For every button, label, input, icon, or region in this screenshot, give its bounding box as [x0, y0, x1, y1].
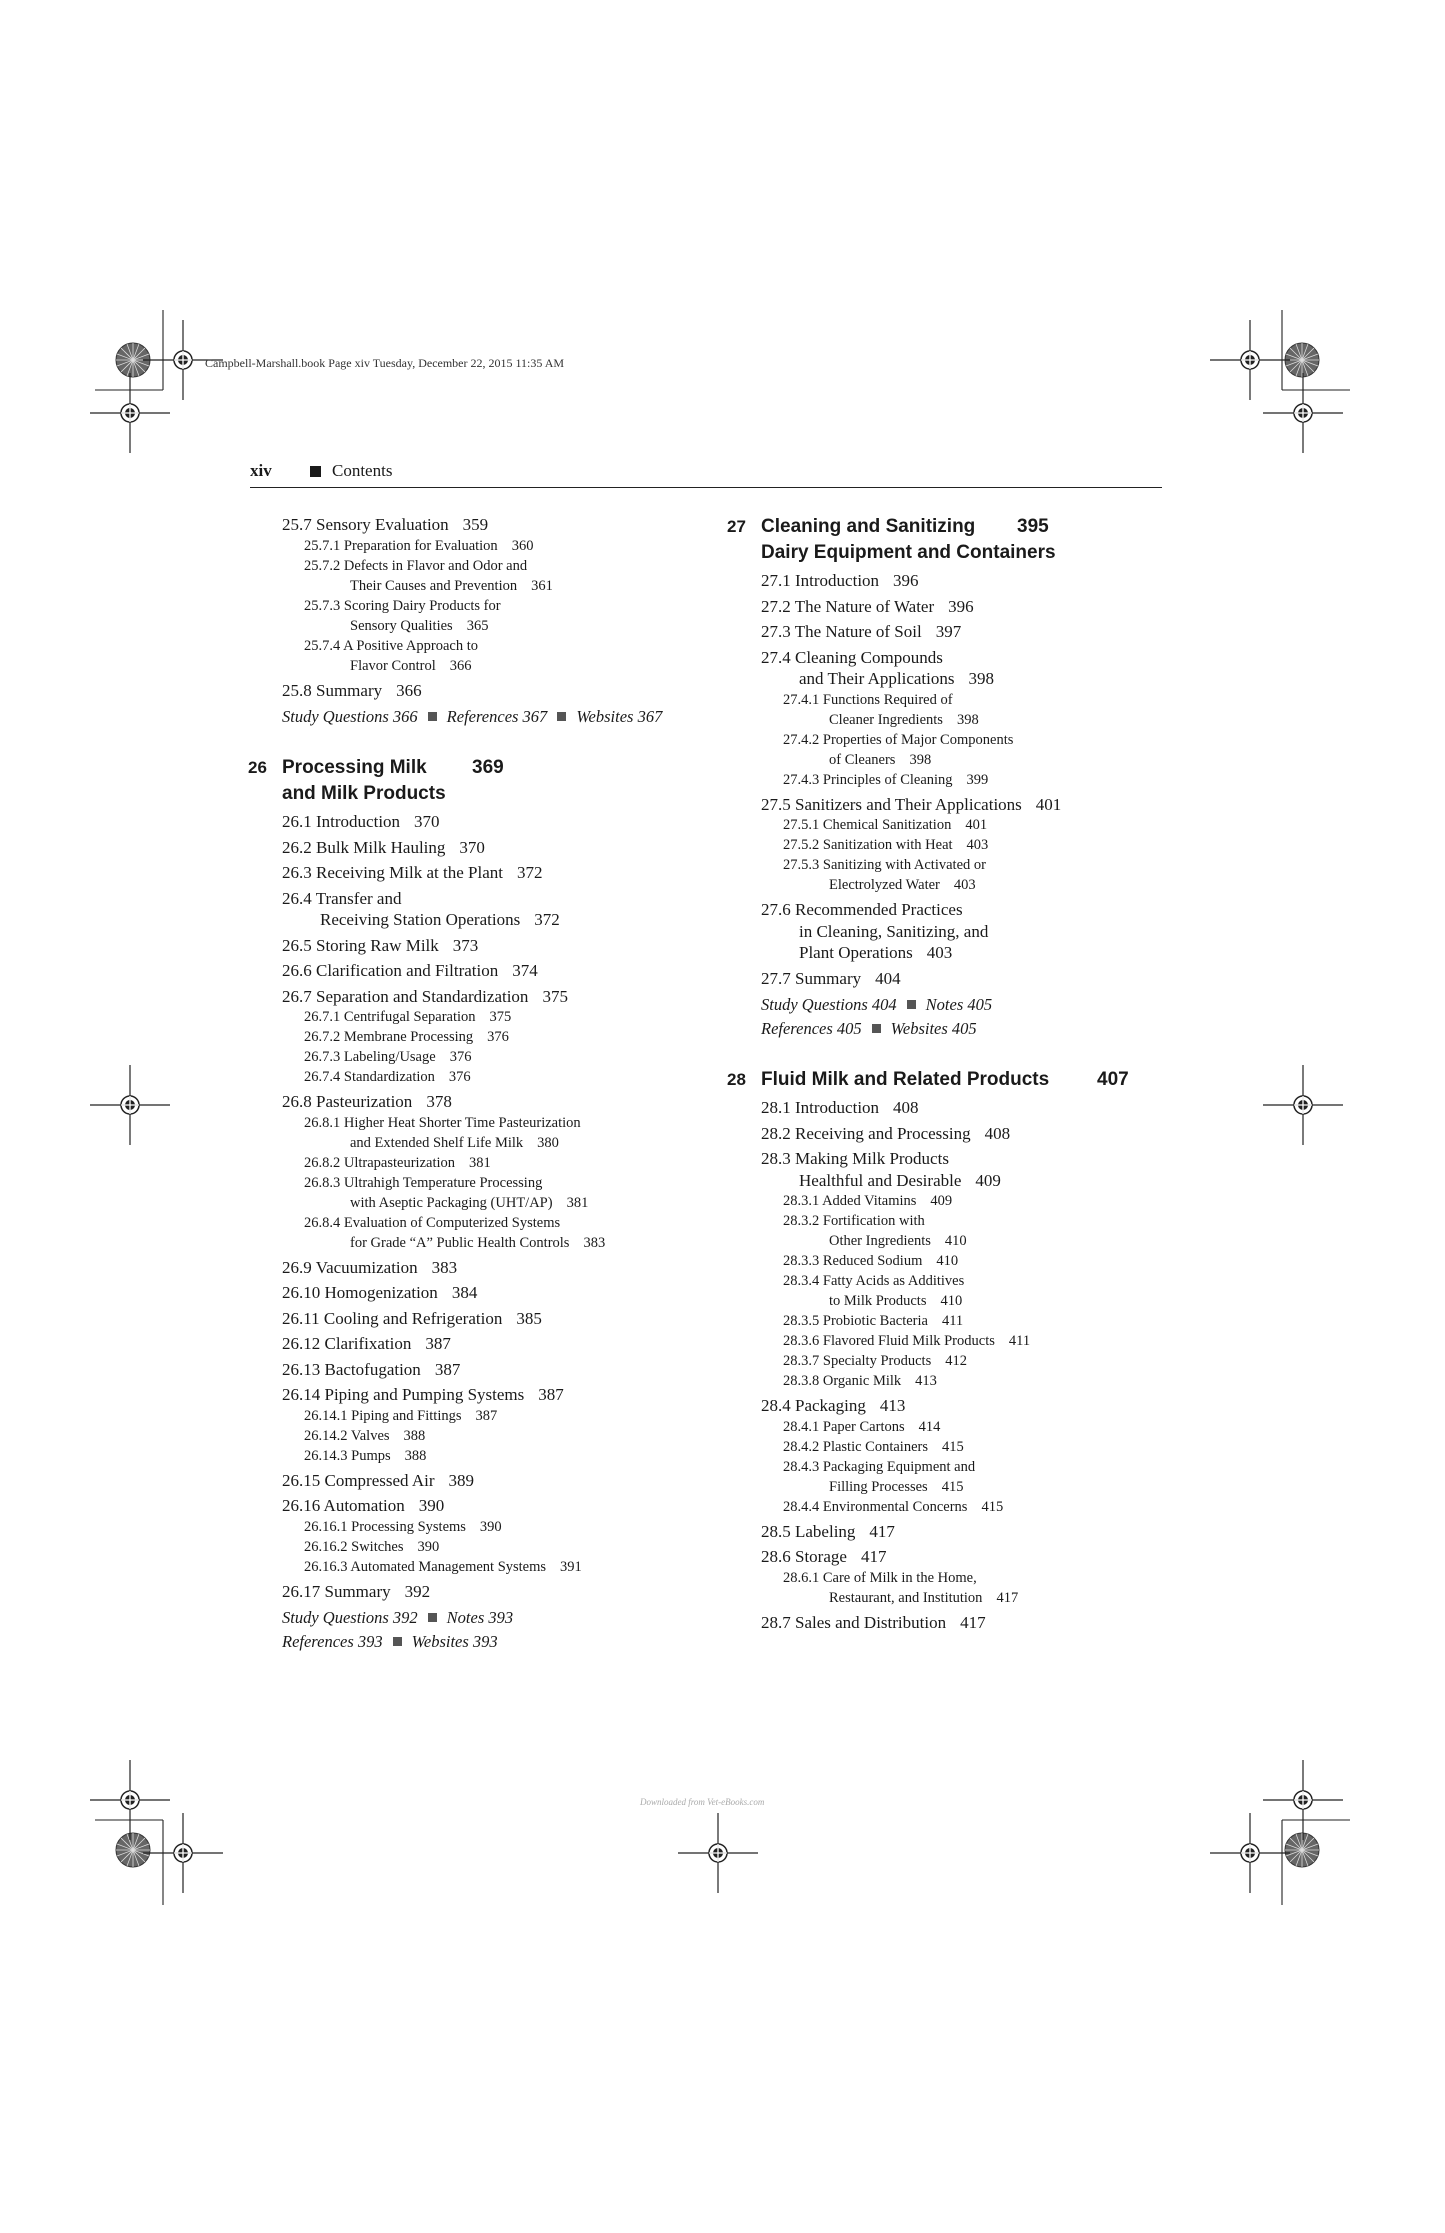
- toc-entry-26-7-1: 26.7.1 Centrifugal Separation 375: [304, 1009, 512, 1025]
- square-bullet-icon: [428, 1613, 437, 1622]
- toc-entry-26-14-3: 26.14.3 Pumps 388: [304, 1447, 427, 1464]
- toc-entry-28-2: 28.2 Receiving and Processing 408: [761, 1123, 1011, 1143]
- toc-entry-27-4-1: 27.4.1 Functions Required of Cleaner Ingredients 398: [783, 691, 979, 728]
- page-number: xiv: [250, 461, 272, 480]
- toc-entry-28-1: 28.1 Introduction 408: [761, 1098, 919, 1117]
- square-bullet-icon: [907, 1000, 916, 1009]
- toc-entry-28-3-4: 28.3.4 Fatty Acids as Additives to Milk Products 410: [783, 1273, 965, 1309]
- toc-entry-26-6: 26.6 Clarification and Filtration 374: [282, 961, 538, 980]
- toc-entry-28-6: 28.6 Storage 417: [761, 1547, 887, 1566]
- toc-entry-28-3-6: 28.3.6 Flavored Fluid Milk Products 411: [783, 1333, 1031, 1349]
- toc-left-column: [248, 514, 708, 1654]
- chapter-28-heading: 28 Fluid Milk and Related Products 407: [727, 1069, 1129, 1090]
- toc-entry-26-12: 26.12 Clarifixation 387: [282, 1334, 451, 1353]
- toc-entry-28-5: 28.5 Labeling 417: [761, 1521, 895, 1541]
- square-bullet-icon: [310, 466, 321, 477]
- toc-entry-27-7: 27.7 Summary 404: [761, 968, 901, 988]
- square-bullet-icon: [428, 712, 437, 721]
- toc-entry-27-4-3: 27.4.3 Principles of Cleaning 399: [783, 771, 989, 788]
- toc-entry-26-8-1: 26.8.1 Higher Heat Shorter Time Pasteurization and Extended Shelf Life Milk 380: [304, 1114, 581, 1151]
- toc-entry-26-7-4: 26.7.4 Standardization 376: [304, 1069, 471, 1085]
- toc-entry-26-14-1: 26.14.1 Piping and Fittings 387: [304, 1407, 498, 1424]
- toc-entry-28-4-4: 28.4.4 Environmental Concerns 415: [783, 1498, 1004, 1515]
- toc-entry-27-5: 27.5 Sanitizers and Their Applications 401: [761, 794, 1062, 814]
- header-title: Contents: [332, 461, 393, 480]
- toc-entry-28-3-7: 28.3.7 Specialty Products 412: [783, 1353, 967, 1369]
- toc-entry-26-16: 26.16 Automation 390: [282, 1496, 445, 1515]
- toc-entry-27-5-3: 27.5.3 Sanitizing with Activated or Electrolyzed Water 403: [783, 857, 986, 893]
- toc-entry-25-7-3: 25.7.3 Scoring Dairy Products for Sensory Qualities 365: [304, 597, 501, 634]
- toc-entry-26-16-2: 26.16.2 Switches 390: [304, 1538, 440, 1555]
- toc-entry-27-4-2: 27.4.2 Properties of Major Components of Cleaners 398: [783, 731, 1014, 768]
- toc-entry-28-3-8: 28.3.8 Organic Milk 413: [783, 1373, 937, 1389]
- toc-entry-26-11: 26.11 Cooling and Refrigeration 385: [282, 1308, 542, 1328]
- toc-entry-28-3-5: 28.3.5 Probiotic Bacteria 411: [783, 1313, 964, 1329]
- toc-entry-28-3-1: 28.3.1 Added Vitamins 409: [783, 1193, 953, 1209]
- toc-entry-26-1: 26.1 Introduction 370: [282, 812, 440, 831]
- toc-entry-26-8-3: 26.8.3 Ultrahigh Temperature Processing with Aseptic Packaging (UHT/AP) 381: [304, 1174, 589, 1211]
- toc-entry-28-3-3: 28.3.3 Reduced Sodium 410: [783, 1253, 959, 1269]
- download-watermark: Downloaded from Vet-eBooks.com: [640, 1797, 765, 1807]
- toc-entry-28-4-3: 28.4.3 Packaging Equipment and Filling Processes 415: [783, 1458, 976, 1495]
- toc-entry-28-7: 28.7 Sales and Distribution 417: [761, 1612, 986, 1632]
- chapter-26-heading: 26 Processing Milk and Milk Products 369: [248, 757, 504, 804]
- toc-entry-26-13: 26.13 Bactofugation 387: [282, 1359, 461, 1379]
- toc-entry-25-7-1: 25.7.1 Preparation for Evaluation 360: [304, 537, 534, 554]
- square-bullet-icon: [557, 712, 566, 721]
- toc-entry-27-5-2: 27.5.2 Sanitization with Heat 403: [783, 837, 989, 853]
- toc-entry-28-3-2: 28.3.2 Fortification with Other Ingredients 410: [783, 1213, 967, 1249]
- toc-right-column: [727, 514, 1167, 1633]
- toc-entry-25-7-4: 25.7.4 A Positive Approach to Flavor Control 366: [304, 637, 478, 674]
- toc-entry-25-7-2: 25.7.2 Defects in Flavor and Odor and Their Causes and Prevention 361: [304, 557, 553, 594]
- toc-entry-25-8: 25.8 Summary 366: [282, 680, 422, 700]
- toc-entry-28-6-1: 28.6.1 Care of Milk in the Home, Restaurant, and Institution 417: [783, 1569, 1019, 1606]
- toc-entry-25-7: 25.7 Sensory Evaluation 359: [282, 515, 489, 534]
- toc-entry-27-3: 27.3 The Nature of Soil 397: [761, 622, 962, 641]
- toc-entry-26-2: 26.2 Bulk Milk Hauling 370: [282, 837, 485, 857]
- chapter-25-references: Study Questions 366 References 367 Websites 367: [282, 707, 663, 726]
- toc-entry-26-8: 26.8 Pasteurization 378: [282, 1092, 452, 1111]
- print-slug-line: Campbell-Marshall.book Page xiv Tuesday, December 22, 2015 11:35 AM: [205, 356, 565, 370]
- running-header: [250, 461, 1162, 488]
- chapter-26-references: Study Questions 392 Notes 393 References 393 Websites 393: [282, 1608, 514, 1651]
- toc-entry-26-14: 26.14 Piping and Pumping Systems 387: [282, 1385, 564, 1404]
- toc-entry-26-3: 26.3 Receiving Milk at the Plant 372: [282, 863, 543, 882]
- toc-entry-27-2: 27.2 The Nature of Water 396: [761, 596, 974, 616]
- toc-entry-27-4: 27.4 Cleaning Compounds and Their Applications 398: [761, 647, 994, 688]
- toc-entry-26-4: 26.4 Transfer and Receiving Station Operations 372: [282, 888, 560, 929]
- toc-entry-28-4-1: 28.4.1 Paper Cartons 414: [783, 1418, 941, 1435]
- toc-entry-26-7-3: 26.7.3 Labeling/Usage 376: [304, 1049, 472, 1065]
- toc-entry-26-16-3: 26.16.3 Automated Management Systems 391: [304, 1558, 582, 1575]
- toc-entry-26-10: 26.10 Homogenization 384: [282, 1283, 478, 1302]
- chapter-27-references: Study Questions 404 Notes 405 References 405 Websites 405: [761, 995, 993, 1038]
- toc-entry-26-7-2: 26.7.2 Membrane Processing 376: [304, 1029, 509, 1045]
- toc-entry-27-5-1: 27.5.1 Chemical Sanitization 401: [783, 817, 988, 833]
- toc-entry-26-7: 26.7 Separation and Standardization 375: [282, 986, 568, 1006]
- toc-entry-28-4-2: 28.4.2 Plastic Containers 415: [783, 1438, 964, 1455]
- toc-entry-26-9: 26.9 Vacuumization 383: [282, 1257, 458, 1277]
- toc-entry-28-3: 28.3 Making Milk Products Healthful and Desirable 409: [761, 1149, 1001, 1190]
- chapter-27-heading: 27 Cleaning and Sanitizing Dairy Equipment and Containers 395: [727, 516, 1056, 563]
- square-bullet-icon: [393, 1637, 402, 1646]
- toc-entry-26-8-2: 26.8.2 Ultrapasteurization 381: [304, 1154, 491, 1171]
- toc-entry-26-5: 26.5 Storing Raw Milk 373: [282, 935, 479, 955]
- toc-entry-26-17: 26.17 Summary 392: [282, 1581, 431, 1601]
- toc-entry-26-15: 26.15 Compressed Air 389: [282, 1470, 475, 1490]
- toc-entry-28-4: 28.4 Packaging 413: [761, 1396, 906, 1415]
- toc-entry-26-8-4: 26.8.4 Evaluation of Computerized Systems for Grade “A” Public Health Controls 383: [304, 1214, 606, 1251]
- toc-entry-27-1: 27.1 Introduction 396: [761, 571, 919, 590]
- toc-entry-26-14-2: 26.14.2 Valves 388: [304, 1427, 426, 1444]
- toc-entry-26-16-1: 26.16.1 Processing Systems 390: [304, 1518, 502, 1535]
- toc-entry-27-6: 27.6 Recommended Practices in Cleaning, Sanitizing, and Plant Operations 403: [761, 900, 989, 962]
- square-bullet-icon: [872, 1024, 881, 1033]
